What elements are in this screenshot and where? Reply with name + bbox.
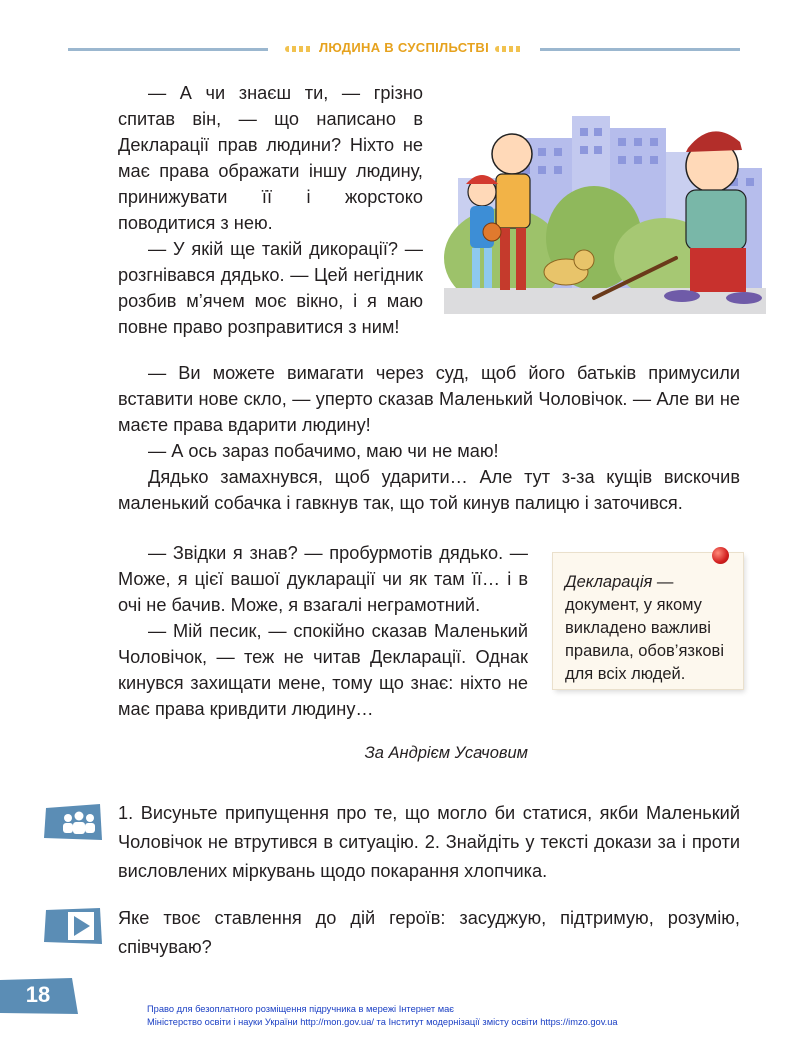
story-illustration xyxy=(444,108,766,314)
group-task-text: 1. Висуньте припущення про те, що могло би статися, якби Маленький Чоловічок не втрутився в ситуацію. 2. Знайдіть у тексті докази за і проти висловлених міркувань щодо покарання хлопчика. xyxy=(118,803,740,881)
footer-notice xyxy=(147,1003,747,1029)
footer-line: Право для безоплатного розміщення підручника в мережі Інтернет має xyxy=(147,1004,455,1014)
page-number: 18 xyxy=(25,982,51,1007)
pushpin-icon xyxy=(712,547,729,564)
illustration-scene xyxy=(444,108,766,314)
section-header xyxy=(68,40,740,55)
story-paragraph: — Мій песик, — спокійно сказав Маленький Чоловічок, — теж не читав Декларації. Однак кинувся захищати мене, тому що знає: ніхто не має права кривдити людину… xyxy=(118,621,528,719)
story-paragraph: — Звідки я знав? — пробурмотів дядько. — Може, я цієї вашої дукларації чи як там її… і в очі не бачив. Може, я взагалі неграмотний. xyxy=(118,543,528,615)
story-author: За Андрієм Усачовим xyxy=(364,744,528,762)
story-paragraph: — А ось зараз побачимо, маю чи не маю! xyxy=(148,441,499,461)
definition-body: — документ, у якому викладено важливі правила, обов’язкові для всіх людей. xyxy=(565,573,724,683)
story-column-top xyxy=(118,80,423,340)
section-title: ЛЮДИНА В СУСПІЛЬСТВІ xyxy=(319,40,489,55)
story-paragraph: — Ви можете вимагати через суд, щоб його батьків примусили вставити нове скло, — уперто сказав Маленький Чоловічок. — Але ви не маєте права вдарити людину! xyxy=(118,363,740,435)
definition-note xyxy=(553,553,743,689)
story-paragraph: — А чи знаєш ти, — грізно спитав він, — що написано в Декларації прав людини? Ніхто не має права ображати іншу людину, принижувати її і жорстоко поводитися з нею. xyxy=(118,83,423,233)
definition-text xyxy=(565,571,735,686)
header-rule-left xyxy=(68,48,268,51)
story-column-middle xyxy=(118,360,740,516)
definition-term: Декларація xyxy=(565,573,653,591)
story-paragraph: — У якій ще такій дикорації? — розгнівався дядько. — Цей негідник розбив м’ячем моє вікно, і я маю повне право розправитися з ним! xyxy=(118,239,423,337)
ornament-right xyxy=(495,46,523,52)
story-paragraph: Дядько замахнувся, щоб ударити… Але тут з-за кущів вискочив маленький собачка і гавкнув так, що той кинув палицю і заточився. xyxy=(118,467,740,513)
ornament-left xyxy=(285,46,313,52)
section-title-band xyxy=(268,38,540,58)
people-group-icon xyxy=(42,802,104,842)
play-arrow-icon xyxy=(42,906,104,946)
individual-task-text: Яке твоє ставлення до дій героїв: засуджую, підтримую, розумію, співчуваю? xyxy=(118,908,740,957)
footer-line: Міністерство освіти і науки України http://mon.gov.ua/ та Інститут модернізації змісту освіти https://imzo.gov.ua xyxy=(147,1017,618,1027)
story-column-bottom xyxy=(118,540,528,722)
header-rule-right xyxy=(540,48,740,51)
